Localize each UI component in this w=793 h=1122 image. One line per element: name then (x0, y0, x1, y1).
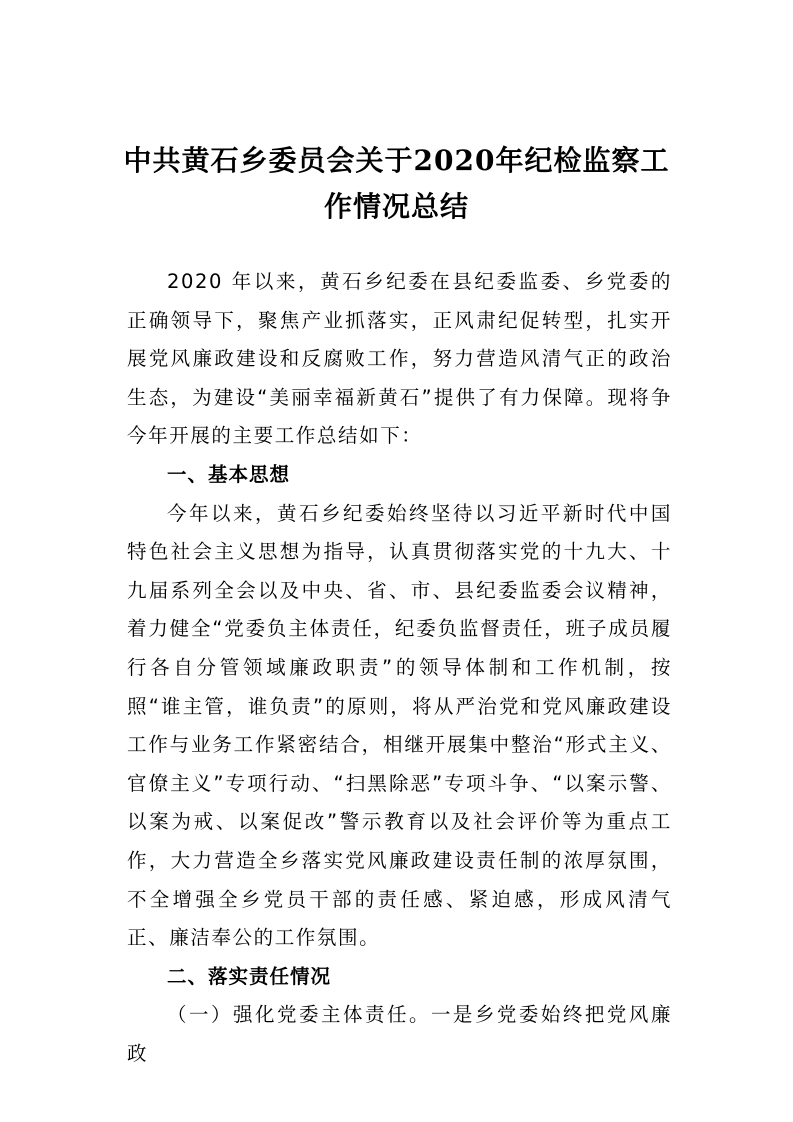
section-heading-1: 一、基本思想 (167, 462, 291, 486)
section-1-paragraph: 今年以来，黄石乡纪委始终坚待以习近平新时代中国特色社会主义思想为指导，认真贯彻落实党的十九大、十九届系列全会以及中央、省、市、县纪委监委会议精神，着力健全“党委负主体责任，纪委负监督责任，班子成员履行各自分管领域廉政职责”的领导体制和工作机制，按照“谁主管，谁负责”的原则，将从严治党和党风廉政建设工作与业务工作紧密结合，相继开展集中整治“形式主义、官僚主义”专项行动、“扫黑除恶”专项斗争、“以案示警、以案为戒、以案促改”警示教育以及社会评价等为重点工作，大力营造全乡落实党风廉政建设责任制的浓厚氛围，不全增强全乡党员干部的责任感、紧迫感，形成风清气正、廉洁奉公的工作氛围。 (127, 501, 672, 950)
document-body (127, 263, 672, 1073)
document-title: 中共黄石乡委员会关于2020年纪检监察工作情况总结 (123, 144, 670, 223)
intro-paragraph: 2020 年以来，黄石乡纪委在县纪委监委、乡党委的正确领导下，聚焦产业抓落实，正风肃纪促转型，扎实开展党风廉政建设和反腐败工作，努力营造风清气正的政治生态，为建设“美丽幸福新黄石”提供了有力保障。现将争今年开展的主要工作总结如下： (127, 270, 672, 448)
section-heading-2: 二、落实责任情况 (167, 964, 332, 988)
section-2-paragraph: （一）强化党委主体责任。一是乡党委始终把党风廉政 (127, 1003, 672, 1065)
